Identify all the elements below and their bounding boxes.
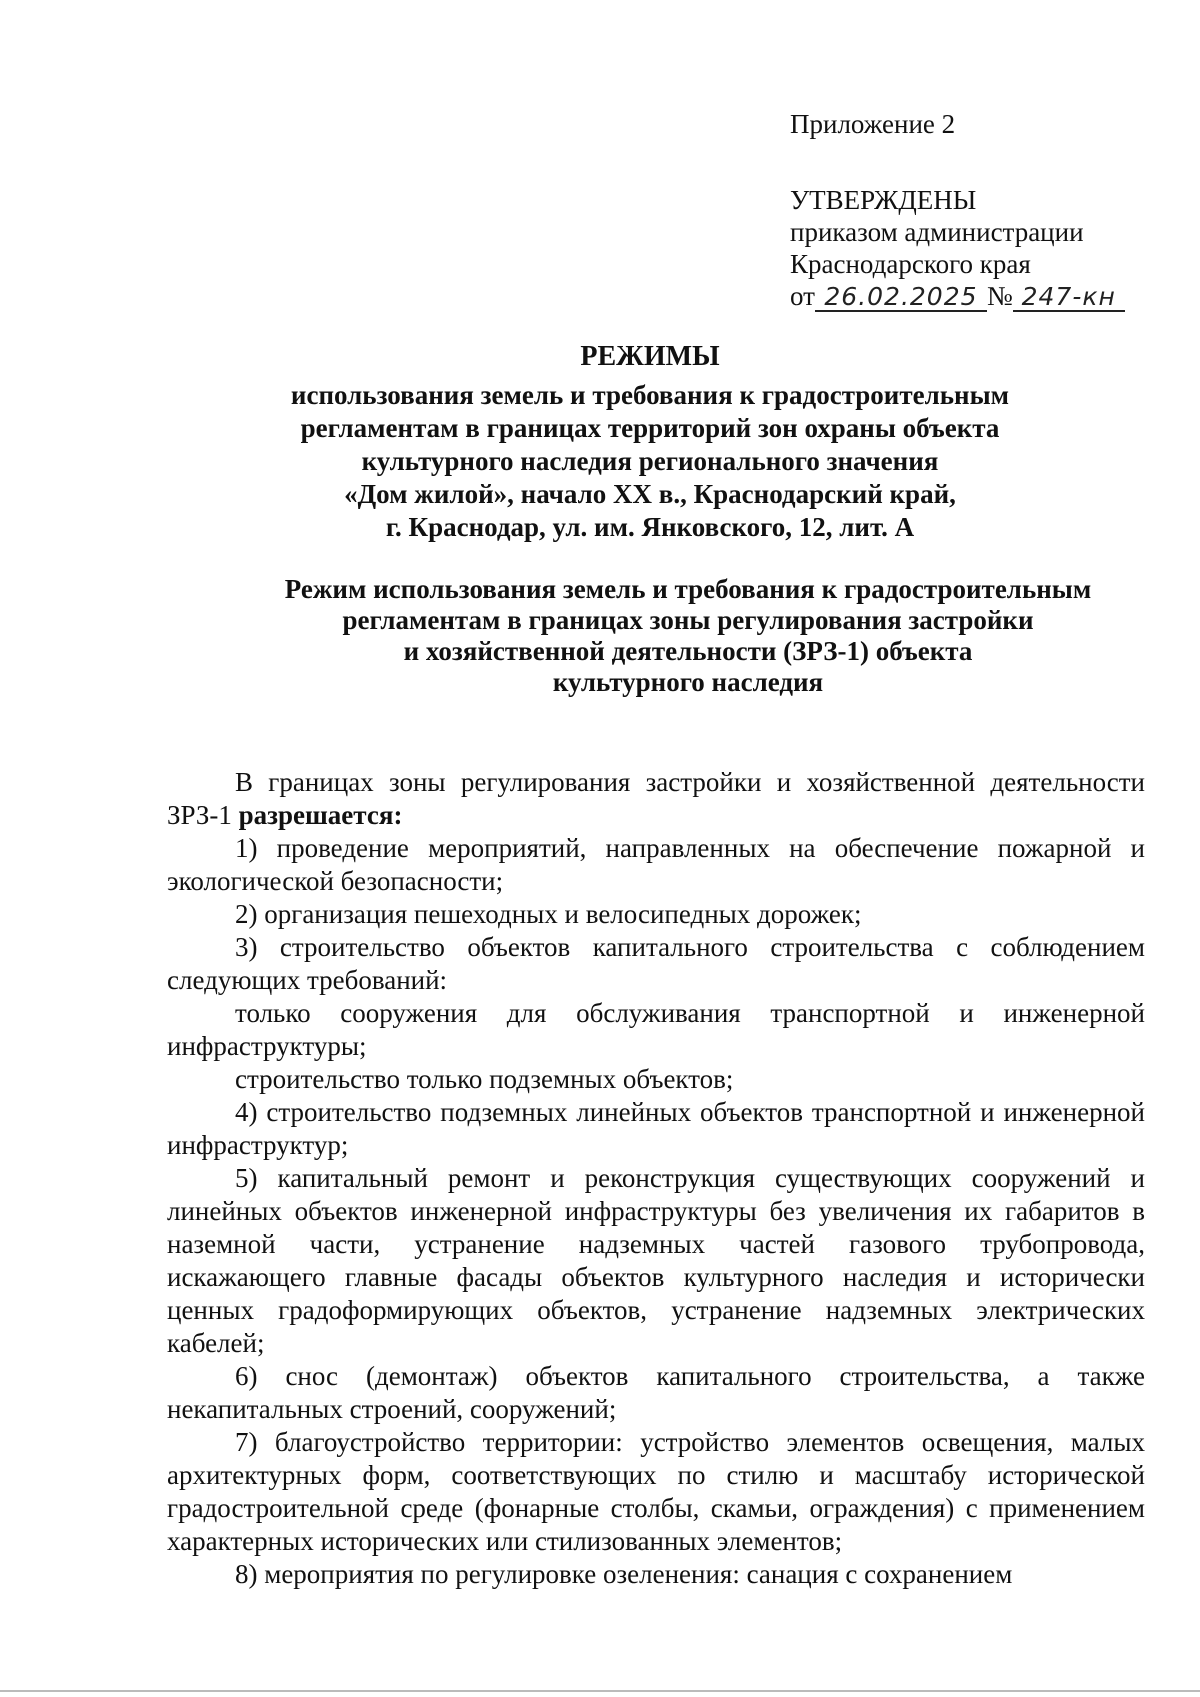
- intro-bold-text: разрешается:: [238, 800, 403, 830]
- section-title: [248, 574, 1128, 698]
- title-line: культурного наследия регионального значения: [361, 446, 939, 476]
- list-item: 1) проведение мероприятий, направленных на обеспечение пожарной и экологической безопасности;: [167, 833, 1145, 896]
- order-label: приказом администрации: [790, 217, 1084, 247]
- title-main: РЕЖИМЫ: [580, 341, 720, 372]
- list-item: 2) организация пешеходных и велосипедных дорожек;: [235, 899, 862, 929]
- intro-paragraph: [167, 766, 1145, 832]
- section-title-line: регламентам в границах зоны регулирования застройки: [342, 605, 1034, 635]
- list-item: только сооружения для обслуживания транспортной и инженерной инфраструктуры;: [167, 998, 1145, 1061]
- region-label: Краснодарского края: [790, 249, 1031, 279]
- title-line: г. Краснодар, ул. им. Янковского, 12, лит. А: [385, 512, 915, 542]
- list-item: 6) снос (демонтаж) объектов капитального строительства, а также некапитальных строений, сооружений;: [167, 1361, 1145, 1424]
- title-line: использования земель и требования к градостроительным: [290, 380, 1010, 410]
- section-title-line: и хозяйственной деятельности (ЗРЗ-1) объекта: [403, 636, 973, 666]
- section-title-line: культурного наследия: [552, 667, 824, 697]
- list-item: 8) мероприятия по регулировке озеленения: санация с сохранением: [235, 1559, 1013, 1589]
- list-item: 5) капитальный ремонт и реконструкция существующих сооружений и линейных объектов инженерной инфраструктуры без увеличения их габаритов в наземной части, устранение надземных частей газового трубопровода, искажающего главные фасады объектов культурного наследия и исторически ценных градоформирующих объектов, устранение надземных электрических кабелей;: [167, 1163, 1145, 1358]
- section-title-line: Режим использования земель и требования к градостроительным: [284, 574, 1092, 604]
- title-line: «Дом жилой», начало XX в., Краснодарский край,: [344, 479, 956, 509]
- appendix-block: [790, 108, 1125, 312]
- handwritten-date: 26.02.2025: [815, 284, 987, 312]
- list-item: 7) благоустройство территории: устройство элементов освещения, малых архитектурных форм, соответствующих по стилю и масштабу исторической градостроительной среде (фонарные столбы, скамьи, ограждения) с применением характерных исторических или стилизованных элементов;: [167, 1427, 1145, 1556]
- number-sign: №: [986, 281, 1013, 311]
- order-date-line: [790, 280, 1125, 312]
- body-text: [167, 766, 1145, 1591]
- title-line: регламентам в границах территорий зон охраны объекта: [300, 413, 1000, 443]
- intro-text: В границах зоны регулирования застройки и хозяйственной деятельности ЗРЗ-1: [167, 767, 1145, 830]
- list-item: строительство только подземных объектов;: [235, 1064, 734, 1094]
- approved-label: УТВЕРЖДЕНЫ: [790, 185, 977, 215]
- list-item: 3) строительство объектов капитального строительства с соблюдением следующих требований:: [167, 932, 1145, 995]
- bottom-edge-line: [0, 1690, 1200, 1692]
- ot-label: от: [790, 281, 815, 311]
- document-title: [150, 340, 1150, 544]
- list-item: 4) строительство подземных линейных объектов транспортной и инженерной инфраструктур;: [167, 1097, 1145, 1160]
- appendix-label: Приложение 2: [790, 109, 956, 139]
- handwritten-number: 247-кн: [1013, 284, 1125, 312]
